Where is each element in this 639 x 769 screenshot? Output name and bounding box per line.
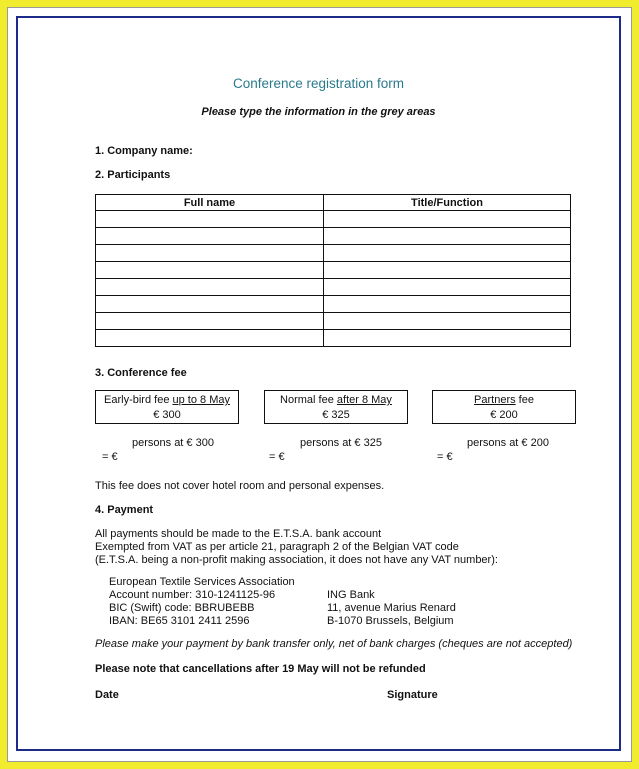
partners-fee-box <box>432 390 576 424</box>
participant-row <box>96 313 571 330</box>
early-bird-fee-deadline: up to 8 May <box>172 394 230 406</box>
iban: IBAN: BE65 3101 2411 2596 <box>109 615 250 627</box>
participant-full-name-cell[interactable] <box>96 262 324 279</box>
participant-row <box>96 330 571 347</box>
participant-row <box>96 279 571 296</box>
partners-fee-title <box>433 393 575 408</box>
bic-code: BIC (Swift) code: BBRUBEBB <box>109 602 255 614</box>
bank-street: 11, avenue Marius Renard <box>327 602 456 614</box>
normal-fee-box <box>264 390 408 424</box>
early-bird-fee-box <box>95 390 239 424</box>
partners-fee-suffix: fee <box>515 394 534 406</box>
conference-fee-label: 3. Conference fee <box>95 367 187 379</box>
participant-full-name-cell[interactable] <box>96 279 324 296</box>
signature-label: Signature <box>387 689 438 701</box>
form-title-row <box>18 75 619 93</box>
participant-row <box>96 262 571 279</box>
company-name-label: 1. Company name: <box>95 145 193 157</box>
participant-title-cell[interactable] <box>324 313 571 330</box>
normal-fee-title <box>265 393 407 408</box>
fee-note: This fee does not cover hotel room and personal expenses. <box>95 480 385 492</box>
participant-full-name-cell[interactable] <box>96 296 324 313</box>
payee-organisation: European Textile Services Association <box>109 576 295 588</box>
participants-body <box>96 211 571 347</box>
participant-full-name-cell[interactable] <box>96 211 324 228</box>
participant-full-name-cell[interactable] <box>96 313 324 330</box>
participant-row <box>96 245 571 262</box>
col-title-function: Title/Function <box>324 195 571 211</box>
normal-persons: persons at € 325 <box>300 437 382 449</box>
partners-persons: persons at € 200 <box>467 437 549 449</box>
partners-fee-underlined: Partners <box>474 394 516 406</box>
early-bird-persons: persons at € 300 <box>132 437 214 449</box>
form-subtitle-row <box>18 102 619 120</box>
col-full-name: Full name <box>96 195 324 211</box>
payment-line-2: Exempted from VAT as per article 21, paragraph 2 of the Belgian VAT code <box>95 541 459 553</box>
partners-fee-price: € 200 <box>490 409 518 421</box>
bank-name: ING Bank <box>327 589 375 601</box>
participant-full-name-cell[interactable] <box>96 330 324 347</box>
participant-row <box>96 211 571 228</box>
normal-fee-price: € 325 <box>322 409 350 421</box>
date-label: Date <box>95 689 119 701</box>
participant-title-cell[interactable] <box>324 330 571 347</box>
cancellation-note: Please note that cancellations after 19 May will not be refunded <box>95 663 426 675</box>
bank-city: B-1070 Brussels, Belgium <box>327 615 454 627</box>
early-bird-fee-price: € 300 <box>153 409 181 421</box>
partners-total: = € <box>437 451 453 463</box>
account-number: Account number: 310-1241125-96 <box>109 589 276 601</box>
normal-fee-prefix: Normal fee <box>280 394 337 406</box>
participant-row <box>96 296 571 313</box>
payment-line-1: All payments should be made to the E.T.S.A. bank account <box>95 528 382 540</box>
normal-total: = € <box>269 451 285 463</box>
transfer-note: Please make your payment by bank transfer only, net of bank charges (cheques are not accepted) <box>95 638 573 650</box>
participant-title-cell[interactable] <box>324 279 571 296</box>
participant-full-name-cell[interactable] <box>96 245 324 262</box>
participant-title-cell[interactable] <box>324 262 571 279</box>
participant-title-cell[interactable] <box>324 296 571 313</box>
participants-label: 2. Participants <box>95 169 171 181</box>
form-subtitle: Please type the information in the grey areas <box>201 106 436 118</box>
participant-title-cell[interactable] <box>324 228 571 245</box>
document-page <box>16 16 621 751</box>
payment-line-3: (E.T.S.A. being a non-profit making association, it does not have any VAT number): <box>95 554 498 566</box>
form-title: Conference registration form <box>232 76 405 91</box>
early-bird-total: = € <box>102 451 118 463</box>
participant-row <box>96 228 571 245</box>
early-bird-fee-title <box>96 393 238 408</box>
participant-title-cell[interactable] <box>324 245 571 262</box>
participants-header-row <box>96 195 571 211</box>
participants-table <box>95 194 571 347</box>
normal-fee-deadline: after 8 May <box>336 394 392 406</box>
early-bird-fee-prefix: Early-bird fee <box>104 394 173 406</box>
participant-title-cell[interactable] <box>324 211 571 228</box>
payment-label: 4. Payment <box>95 504 154 516</box>
participant-full-name-cell[interactable] <box>96 228 324 245</box>
